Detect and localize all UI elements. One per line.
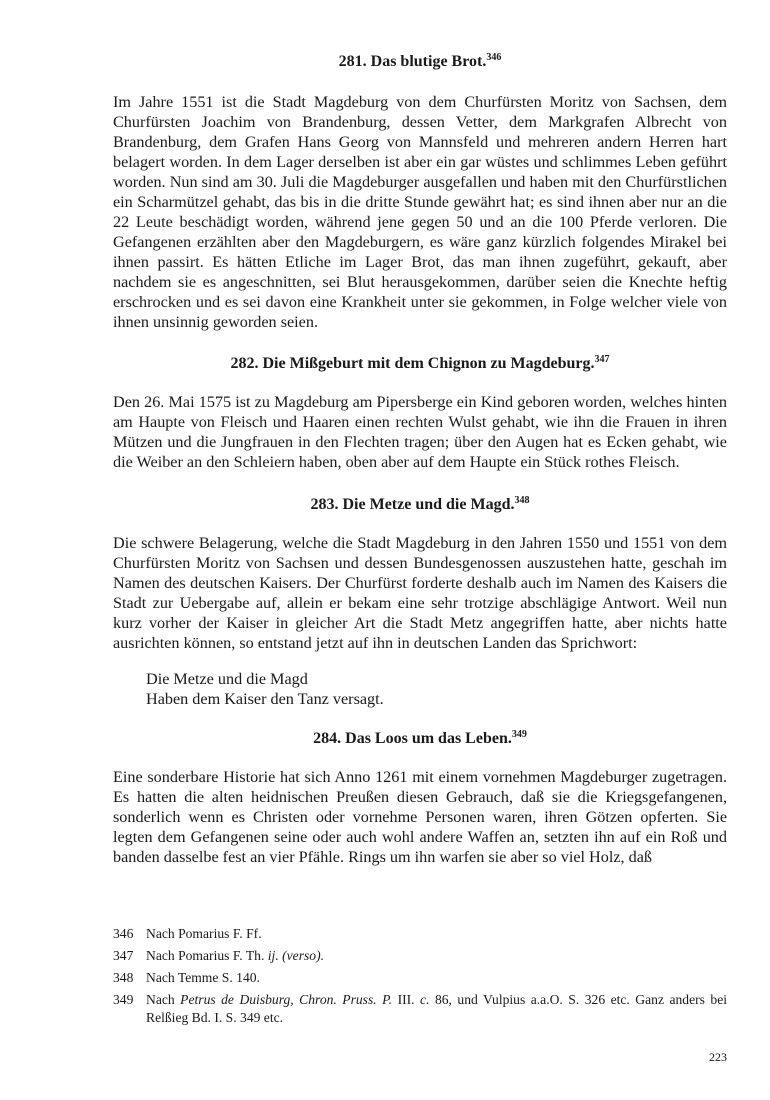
footnote-ref[interactable]: 348 <box>514 495 530 506</box>
section-heading: 281. Das blutige Brot.$^{346}$ <box>338 52 502 70</box>
footnote-text: Nach Pomarius F. Ff. <box>146 926 262 941</box>
verse-quote <box>146 669 727 709</box>
footnote-ref[interactable]: 349 <box>511 729 527 740</box>
footnote <box>113 925 727 943</box>
footnote <box>113 947 727 965</box>
section-paragraph: Den 26. Mai 1575 ist zu Magdeburg am Pipersberge ein Kind geboren worden, welches hinten am Haupte von Fleisch und Haaren einen rechten Wulst gehabt, wie ihn die Frauen in ihren Mützen und die Jungfrauen in den Flechten tragen; über den Augen hat es Ecken gehabt, wie die Weiber an den Schleiern haben, oben aber auf dem Haupte ein Stück rothes Fleisch. <box>113 393 727 471</box>
section-283 <box>113 495 727 709</box>
footnote-number: 347 <box>113 948 134 963</box>
verse-line: Die Metze und die Magd <box>146 670 308 688</box>
section-284 <box>113 729 727 867</box>
section-281 <box>113 52 727 332</box>
section-paragraph: Eine sonderbare Historie hat sich Anno 1261 mit einem vornehmen Magdeburger zugetragen. Es hatten die alten heidnischen Preußen diesen Gebrauch, daß sie die Kriegsgefangenen, sonderlich wenn es Christen oder vornehme Personen waren, ihren Götzen opferten. Sie legten dem Gefangenen seine oder auch wohl andere Waffen an, setzten ihn auf ein Roß und banden dasselbe fest an vier Pfähle. Rings um ihn warfen sie aber so viel Holz, daß <box>113 768 727 866</box>
footnote <box>113 991 727 1027</box>
page-body <box>113 52 727 867</box>
footnote-text: Nach Temme S. 140. <box>146 970 260 985</box>
section-heading: 284. Das Loos um das Leben.$^{349}$ <box>313 729 527 747</box>
footnotes <box>113 925 727 1031</box>
section-paragraph: Die schwere Belagerung, welche die Stadt Magdeburg in den Jahren 1550 und 1551 von dem Churfürsten Moritz von Sachsen und dessen Bundesgenossen auszustehen hatte, geschah im Namen des deutschen Kaisers. Der Churfürst forderte deshalb auch im Namen des Kaisers die Stadt zur Uebergabe auf, allein er bekam eine sehr trotzige abschlägige Antwort. Weil nun kurz vorher der Kaiser in gleicher Art die Stadt Metz angegriffen hatte, aber nichts hatte ausrichten können, so entstand jetzt auf ihn in deutschen Landen das Sprichwort: <box>113 534 727 652</box>
footnote-number: 346 <box>113 926 134 941</box>
footnote-ref[interactable]: 346 <box>486 52 502 63</box>
section-heading: 282. Die Mißgeburt mit dem Chignon zu Magdeburg.$^{347}$ <box>230 354 610 372</box>
section-heading: 283. Die Metze und die Magd.$^{348}$ <box>310 495 530 513</box>
footnote-number: 348 <box>113 970 134 985</box>
section-paragraph: Im Jahre 1551 ist die Stadt Magdeburg von dem Churfürsten Moritz von Sachsen, dem Churfürsten Joachim von Brandenburg, dessen Vetter, dem Markgrafen Albrecht von Brandenburg, dem Grafen Hans Georg von Mannsfeld und mehreren andern Herren hart belagert worden. In dem Lager derselben ist aber ein gar wüstes und schlimmes Leben geführt worden. Nun sind am 30. Juli die Magdeburger ausgefallen und haben mit den Churfürstlichen ein Scharmützel gehabt, das bis in die dritte Stunde gewährt hat; es sind ihnen aber nur an die 22 Leute beschädigt worden, während jene gegen 50 und an die 100 Pferde verloren. Die Gefangenen erzählten aber den Magdeburgern, es wäre ganz kürzlich folgendes Mirakel bei ihnen passirt. Es hätten Etliche im Lager Brot, das man ihnen zugeführt, gekauft, aber nachdem sie es angeschnitten, sei Blut herausgekommen, darüber seien die Knechte heftig erschrocken und es sei davon eine Krankheit unter sie gekommen, in Folge welcher viele von ihnen unsinnig geworden seien. <box>113 93 727 331</box>
footnote-ref[interactable]: 347 <box>594 354 610 365</box>
verse-line: Haben dem Kaiser den Tanz versagt. <box>146 690 384 708</box>
page-number: 223 <box>709 1050 727 1064</box>
section-282 <box>113 354 727 472</box>
footnote <box>113 969 727 987</box>
footnote-number: 349 <box>113 992 134 1007</box>
footnote-text: Nach Petrus de Duisburg, Chron. Pruss. P. III. c. 86, und Vulpius a.a.O. S. 326 etc. Ganz anders bei Relßieg Bd. I. S. 349 etc. <box>146 992 728 1025</box>
footnote-text: Nach Pomarius F. Th. ij. (verso). <box>146 948 325 963</box>
